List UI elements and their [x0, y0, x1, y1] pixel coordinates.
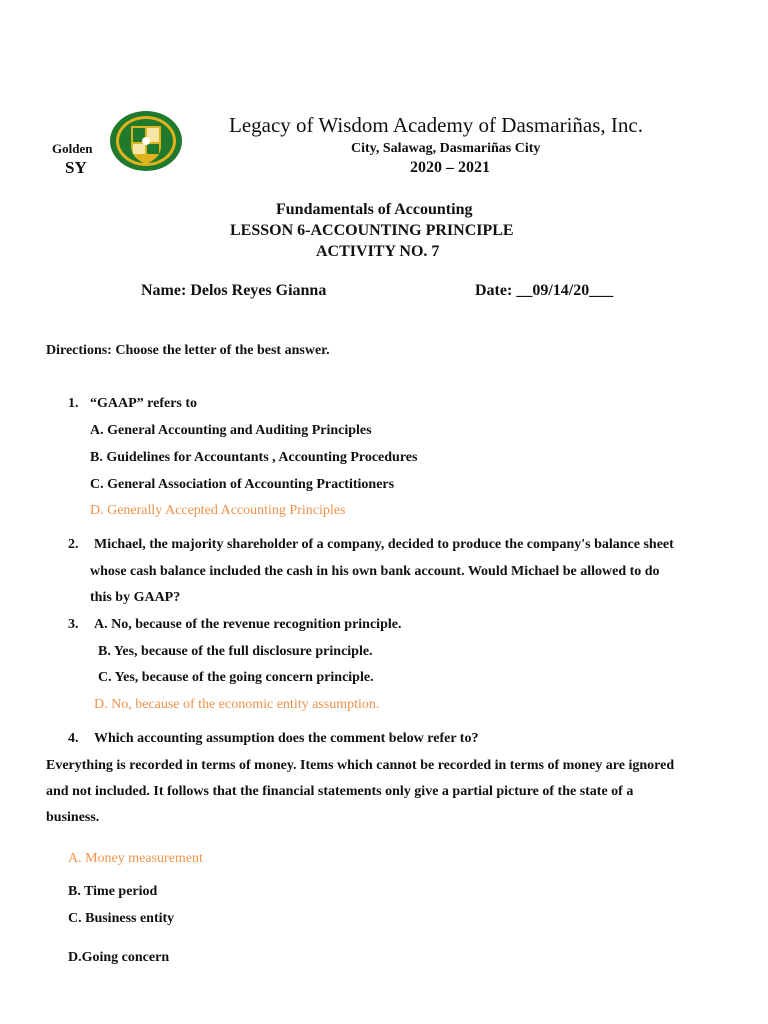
question-1-number: 1. [68, 396, 79, 411]
q3-option-c: C. Yes, because of the going concern principle. [98, 670, 374, 685]
question-3-number: 3. [68, 617, 79, 632]
q4-option-c: C. Business entity [68, 911, 175, 926]
question-4 [68, 731, 478, 747]
school-seal-icon [109, 110, 183, 172]
q4-option-b: B. Time period [68, 884, 158, 899]
question-2-line-2: whose cash balance included the cash in his own bank account. Would Michael be allowed to do [90, 564, 660, 579]
question-4-passage-line-3: business. [46, 810, 100, 825]
golden-label: Golden [52, 141, 93, 156]
question-4-passage-line-2: and not included. It follows that the financial statements only give a partial picture of the state of a [46, 784, 634, 799]
question-1 [68, 396, 197, 412]
q1-option-a: A. General Accounting and Auditing Principles [90, 423, 372, 438]
q3-option-a: A. No, because of the revenue recognition principle. [94, 617, 402, 632]
question-1-text: “GAAP” refers to [90, 396, 198, 411]
school-address: City, Salawag, Dasmariñas City [351, 141, 541, 156]
question-2-line-1: Michael, the majority shareholder of a company, decided to produce the company's balance sheet [94, 537, 674, 552]
question-4-number: 4. [68, 731, 79, 746]
lesson-title: LESSON 6-ACCOUNTING PRINCIPLE [230, 222, 514, 239]
question-2 [68, 537, 674, 553]
question-3 [68, 617, 401, 633]
question-2-number: 2. [68, 537, 79, 552]
activity-title: ACTIVITY NO. 7 [316, 243, 440, 260]
q3-option-b: B. Yes, because of the full disclosure principle. [98, 644, 373, 659]
sy-label: SY [65, 158, 87, 177]
directions: Directions: Choose the letter of the best answer. [46, 343, 330, 358]
q1-option-d-answer: D. Generally Accepted Accounting Principles [90, 503, 346, 518]
activity-date: Date: __09/14/20___ [475, 282, 614, 299]
subject-title: Fundamentals of Accounting [276, 201, 473, 218]
q3-option-d-answer: D. No, because of the economic entity assumption. [94, 697, 380, 712]
student-name: Name: Delos Reyes Gianna [141, 282, 327, 299]
question-2-line-3: this by GAAP? [90, 590, 181, 605]
school-name: Legacy of Wisdom Academy of Dasmariñas, Inc. [229, 113, 643, 137]
q4-option-d: D.Going concern [68, 950, 170, 965]
question-4-text: Which accounting assumption does the comment below refer to? [94, 731, 479, 746]
question-4-passage-line-1: Everything is recorded in terms of money. Items which cannot be recorded in terms of money are ignored [46, 758, 675, 773]
q1-option-c: C. General Association of Accounting Practitioners [90, 477, 395, 492]
q1-option-b: B. Guidelines for Accountants , Accounting Procedures [90, 450, 418, 465]
school-year: 2020 – 2021 [410, 159, 490, 176]
q4-option-a-answer: A. Money measurement [68, 851, 203, 866]
